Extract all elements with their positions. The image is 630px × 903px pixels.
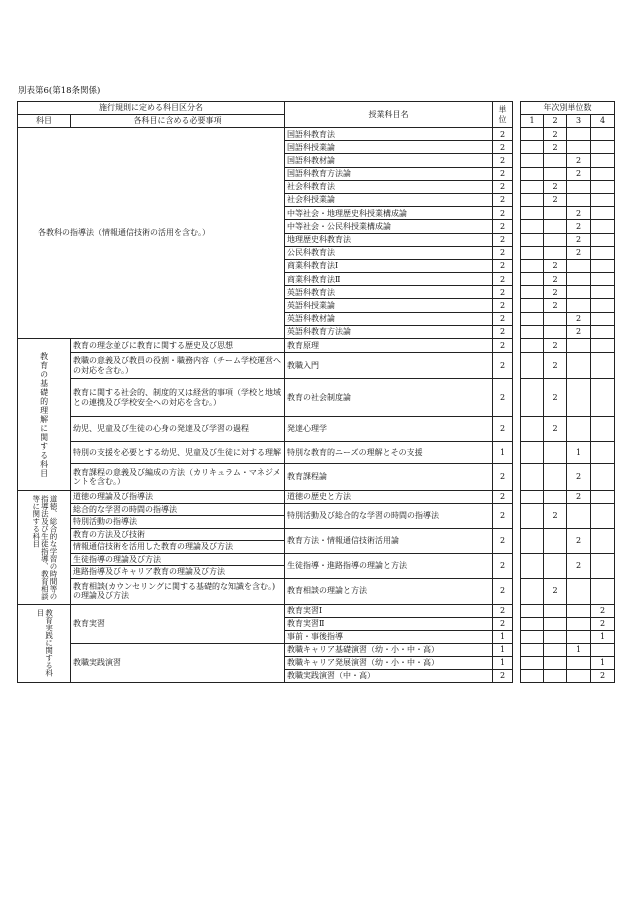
year-4-credit — [591, 491, 615, 504]
course-credits: 2 — [493, 578, 513, 604]
section2-label: 教育の基礎的理解に関する科目 — [18, 339, 71, 491]
required-item: 教育実習 — [71, 604, 285, 643]
year-4-credit — [591, 154, 615, 167]
year-2-credit — [544, 669, 567, 682]
gap-cell — [513, 669, 521, 682]
year-3-credit: 2 — [567, 207, 591, 220]
year-4-credit — [591, 286, 615, 299]
year-1-credit — [521, 578, 544, 604]
gap-cell — [513, 233, 521, 246]
gap-cell — [513, 503, 521, 528]
course-credits: 2 — [493, 233, 513, 246]
year-3-credit: 2 — [567, 233, 591, 246]
table-row — [18, 353, 615, 379]
year-1-credit — [521, 259, 544, 272]
credits-header: 単位 — [493, 102, 513, 128]
table-row — [18, 643, 615, 656]
gap-cell — [513, 299, 521, 312]
course-credits: 2 — [493, 141, 513, 154]
year-credits-header: 年次別単位数 — [521, 102, 615, 115]
year-2-credit: 2 — [544, 286, 567, 299]
course-credits: 2 — [493, 604, 513, 617]
course-credits: 2 — [493, 220, 513, 233]
gap-cell — [513, 604, 521, 617]
gap-cell — [513, 193, 521, 206]
gap-cell — [513, 180, 521, 193]
year-1-credit — [521, 286, 544, 299]
table-row — [18, 503, 615, 516]
year-1-credit — [521, 273, 544, 286]
year-3-credit — [567, 604, 591, 617]
required-item: 特別活動の指導法 — [71, 516, 285, 529]
gap-cell — [513, 167, 521, 180]
gap-cell — [513, 578, 521, 604]
table-row — [18, 464, 615, 491]
table-row — [18, 442, 615, 464]
year-4-credit — [591, 339, 615, 353]
year-2-credit — [544, 325, 567, 338]
year-1-credit — [521, 154, 544, 167]
course-credits: 2 — [493, 503, 513, 528]
year-3-credit — [567, 656, 591, 669]
required-item: 教育課程の意義及び編成の方法（カリキュラム・マネジメントを含む。） — [71, 464, 285, 491]
year-4-credit — [591, 553, 615, 578]
gap-cell — [513, 630, 521, 643]
gap-cell — [513, 379, 521, 417]
gap-cell — [513, 339, 521, 353]
year-1-credit — [521, 353, 544, 379]
year-3-credit — [567, 128, 591, 141]
course-name: 教育相談の理論と方法 — [285, 578, 493, 604]
course-credits: 2 — [493, 553, 513, 578]
year-3-credit: 2 — [567, 325, 591, 338]
gap-cell — [513, 656, 521, 669]
required-item: 特別の支援を必要とする幼児、児童及び生徒に対する理解 — [71, 442, 285, 464]
table-row — [18, 379, 615, 417]
table-row — [18, 578, 615, 591]
course-credits: 1 — [493, 442, 513, 464]
table-body — [18, 102, 615, 128]
year-1-credit — [521, 312, 544, 325]
course-name: 国語科教育方法論 — [285, 167, 493, 180]
course-name: 社会科授業論 — [285, 193, 493, 206]
year-4-credit — [591, 528, 615, 553]
course-credits: 2 — [493, 167, 513, 180]
required-item: 進路指導及びキャリア教育の理論及び方法 — [71, 566, 285, 579]
year-4-credit: 1 — [591, 630, 615, 643]
year-1-credit — [521, 246, 544, 259]
year-1-credit — [521, 669, 544, 682]
year-1-header: 1 — [521, 115, 544, 128]
gap-cell — [513, 491, 521, 504]
required-item: 教育に関する社会的、制度的又は経営的事項（学校と地域との連携及び学校安全への対応を含む。） — [71, 379, 285, 417]
year-4-credit — [591, 442, 615, 464]
year-4-credit — [591, 193, 615, 206]
year-1-credit — [521, 339, 544, 353]
table-row — [18, 553, 615, 566]
year-1-credit — [521, 528, 544, 553]
year-2-credit: 2 — [544, 273, 567, 286]
course-name: 教職入門 — [285, 353, 493, 379]
course-name: 公民科教育法 — [285, 246, 493, 259]
gap-cell — [513, 325, 521, 338]
section4-label-line: 目 — [36, 609, 45, 617]
year-1-credit — [521, 503, 544, 528]
year-2-credit — [544, 553, 567, 578]
year-3-credit — [567, 259, 591, 272]
course-name: 発達心理学 — [285, 417, 493, 442]
year-3-credit — [567, 630, 591, 643]
year-3-credit: 2 — [567, 528, 591, 553]
year-2-credit: 2 — [544, 379, 567, 417]
year-4-header: 4 — [591, 115, 615, 128]
course-credits: 1 — [493, 656, 513, 669]
rule-category-header: 施行規則に定める科目区分名 — [18, 102, 285, 115]
course-credits: 2 — [493, 193, 513, 206]
year-3-credit — [567, 339, 591, 353]
course-name: 国語科教材論 — [285, 154, 493, 167]
course-credits: 2 — [493, 617, 513, 630]
course-name: 商業科教育法Ⅰ — [285, 259, 493, 272]
course-name-header: 授業科目名 — [285, 102, 493, 128]
year-1-credit — [521, 617, 544, 630]
course-credits: 1 — [493, 643, 513, 656]
year-4-credit — [591, 417, 615, 442]
year-4-credit: 2 — [591, 669, 615, 682]
gap-cell — [513, 207, 521, 220]
year-3-credit — [567, 299, 591, 312]
year-1-credit — [521, 207, 544, 220]
year-3-credit — [567, 379, 591, 417]
year-4-credit — [591, 273, 615, 286]
required-items-header: 各科目に含める必要事項 — [71, 115, 285, 128]
header-gap — [513, 102, 521, 128]
section3-label-wrap — [18, 494, 70, 601]
year-4-credit — [591, 167, 615, 180]
course-credits: 2 — [493, 259, 513, 272]
year-1-credit — [521, 193, 544, 206]
year-1-credit — [521, 630, 544, 643]
year-4-credit — [591, 643, 615, 656]
year-4-credit — [591, 233, 615, 246]
course-name: 教育実習Ⅰ — [285, 604, 493, 617]
year-2-credit: 2 — [544, 353, 567, 379]
course-name: 教育方法・情報通信技術活用論 — [285, 528, 493, 553]
gap-cell — [513, 286, 521, 299]
year-3-credit: 1 — [567, 442, 591, 464]
table-row — [18, 604, 615, 617]
year-2-credit: 2 — [544, 193, 567, 206]
gap-cell — [513, 273, 521, 286]
year-4-credit — [591, 464, 615, 491]
year-4-credit — [591, 353, 615, 379]
course-name: 教育課程論 — [285, 464, 493, 491]
course-credits: 2 — [493, 180, 513, 193]
required-item: 教育の理念並びに教育に関する歴史及び思想 — [71, 339, 285, 353]
section4-body — [18, 604, 615, 682]
year-4-credit — [591, 379, 615, 417]
year-1-credit — [521, 553, 544, 578]
year-2-credit — [544, 630, 567, 643]
year-2-credit — [544, 656, 567, 669]
section3-label-line: 指導法及び生徒指導、教育相談 — [40, 494, 50, 600]
course-name: 道徳の歴史と方法 — [285, 491, 493, 504]
subject-header: 科目 — [18, 115, 71, 128]
required-item: 情報通信技術を活用した教育の理論及び方法 — [71, 541, 285, 554]
year-4-credit: 1 — [591, 656, 615, 669]
course-credits: 2 — [493, 207, 513, 220]
year-2-credit: 2 — [544, 578, 567, 604]
gap-cell — [513, 553, 521, 578]
year-2-credit — [544, 154, 567, 167]
year-1-credit — [521, 220, 544, 233]
section4-label — [18, 604, 71, 682]
course-name: 特別な教育的ニーズの理解とその支援 — [285, 442, 493, 464]
required-item: 生徒指導の理論及び方法 — [71, 553, 285, 566]
section3-body — [18, 491, 615, 605]
year-2-credit: 2 — [544, 299, 567, 312]
gap-cell — [513, 353, 521, 379]
year-3-credit — [567, 141, 591, 154]
section3-label-line: 等に関する科目 — [31, 494, 41, 548]
year-3-credit: 2 — [567, 167, 591, 180]
year-3-credit: 2 — [567, 220, 591, 233]
year-2-credit — [544, 643, 567, 656]
course-credits: 2 — [493, 528, 513, 553]
gap-cell — [513, 528, 521, 553]
year-1-credit — [521, 233, 544, 246]
required-item: 教職の意義及び教員の役割・職務内容（チーム学校運営への対応を含む。） — [71, 353, 285, 379]
course-name: 英語科教育方法論 — [285, 325, 493, 338]
year-3-credit: 2 — [567, 246, 591, 259]
year-2-credit — [544, 312, 567, 325]
course-credits: 2 — [493, 154, 513, 167]
course-name: 教職キャリア基礎演習（幼・小・中・高） — [285, 643, 493, 656]
year-2-credit — [544, 442, 567, 464]
course-credits: 2 — [493, 464, 513, 491]
year-3-credit — [567, 273, 591, 286]
year-4-credit — [591, 141, 615, 154]
course-credits: 2 — [493, 286, 513, 299]
year-4-credit — [591, 246, 615, 259]
required-item: 道徳の理論及び指導法 — [71, 491, 285, 504]
year-2-credit: 2 — [544, 417, 567, 442]
year-1-credit — [521, 299, 544, 312]
course-name: 教育実習Ⅱ — [285, 617, 493, 630]
section1-body — [18, 128, 615, 339]
required-item: 教育相談(カウンセリングに関する基礎的な知識を含む。)の理論及び方法 — [71, 578, 285, 604]
year-3-credit — [567, 180, 591, 193]
course-name: 英語科教材論 — [285, 312, 493, 325]
course-credits: 2 — [493, 417, 513, 442]
course-name: 事前・事後指導 — [285, 630, 493, 643]
course-name: 国語科教育法 — [285, 128, 493, 141]
year-3-credit — [567, 617, 591, 630]
course-credits: 2 — [493, 273, 513, 286]
year-3-credit: 1 — [567, 643, 591, 656]
required-item: 教職実践演習 — [71, 643, 285, 682]
year-4-credit: 2 — [591, 604, 615, 617]
year-2-credit — [544, 604, 567, 617]
year-4-credit — [591, 503, 615, 528]
course-name: 特別活動及び総合的な学習の時間の指導法 — [285, 503, 493, 528]
year-1-credit — [521, 128, 544, 141]
header-row-1 — [18, 102, 615, 115]
course-credits: 2 — [493, 325, 513, 338]
year-2-header: 2 — [544, 115, 567, 128]
section3-label-line: 道徳、総合的な学習の時間等の — [48, 494, 58, 600]
required-item: 幼児、児童及び生徒の心身の発達及び学習の過程 — [71, 417, 285, 442]
year-2-credit — [544, 233, 567, 246]
year-4-credit — [591, 128, 615, 141]
year-1-credit — [521, 604, 544, 617]
year-3-credit — [567, 193, 591, 206]
year-3-credit: 2 — [567, 464, 591, 491]
year-3-credit: 2 — [567, 312, 591, 325]
year-3-credit — [567, 578, 591, 604]
gap-cell — [513, 220, 521, 233]
course-credits: 2 — [493, 128, 513, 141]
year-2-credit — [544, 167, 567, 180]
year-1-credit — [521, 464, 544, 491]
course-name: 中等社会・地理歴史科授業構成論 — [285, 207, 493, 220]
gap-cell — [513, 312, 521, 325]
course-name: 教育原理 — [285, 339, 493, 353]
course-name: 教職キャリア発展演習（幼・小・中・高） — [285, 656, 493, 669]
curriculum-table — [17, 101, 615, 683]
course-credits: 2 — [493, 246, 513, 259]
year-2-credit — [544, 491, 567, 504]
year-2-credit — [544, 246, 567, 259]
year-2-credit: 2 — [544, 180, 567, 193]
section1-label: 各教科の指導法（情報通信技術の活用を含む。） — [18, 128, 285, 339]
year-4-credit — [591, 312, 615, 325]
year-1-credit — [521, 167, 544, 180]
required-item: 総合的な学習の時間の指導法 — [71, 503, 285, 516]
year-2-credit — [544, 528, 567, 553]
year-4-credit — [591, 180, 615, 193]
course-credits: 2 — [493, 299, 513, 312]
year-4-credit — [591, 578, 615, 604]
course-name: 地理歴史科教育法 — [285, 233, 493, 246]
year-3-credit: 2 — [567, 553, 591, 578]
section4-label-wrap — [18, 608, 70, 678]
course-credits: 2 — [493, 339, 513, 353]
year-2-credit: 2 — [544, 503, 567, 528]
year-4-credit — [591, 207, 615, 220]
course-name: 英語科教育法 — [285, 286, 493, 299]
course-credits: 2 — [493, 669, 513, 682]
year-1-credit — [521, 656, 544, 669]
year-2-credit — [544, 617, 567, 630]
table-row — [18, 128, 615, 141]
year-2-credit — [544, 207, 567, 220]
gap-cell — [513, 154, 521, 167]
year-1-credit — [521, 379, 544, 417]
gap-cell — [513, 141, 521, 154]
year-2-credit: 2 — [544, 141, 567, 154]
gap-cell — [513, 259, 521, 272]
year-3-header: 3 — [567, 115, 591, 128]
gap-cell — [513, 442, 521, 464]
year-3-credit — [567, 353, 591, 379]
course-name: 教職実践演習（中・高） — [285, 669, 493, 682]
gap-cell — [513, 128, 521, 141]
section2-body — [18, 339, 615, 491]
course-name: 英語科授業論 — [285, 299, 493, 312]
year-4-credit — [591, 325, 615, 338]
year-3-credit — [567, 417, 591, 442]
table-row — [18, 528, 615, 541]
year-3-credit — [567, 286, 591, 299]
year-2-credit — [544, 464, 567, 491]
year-1-credit — [521, 325, 544, 338]
gap-cell — [513, 417, 521, 442]
year-2-credit — [544, 220, 567, 233]
section3-label — [18, 491, 71, 605]
required-item: 教育の方法及び技術 — [71, 528, 285, 541]
course-credits: 2 — [493, 353, 513, 379]
year-4-credit — [591, 220, 615, 233]
course-name: 商業科教育法Ⅱ — [285, 273, 493, 286]
course-credits: 2 — [493, 312, 513, 325]
year-1-credit — [521, 643, 544, 656]
year-4-credit: 2 — [591, 617, 615, 630]
gap-cell — [513, 617, 521, 630]
course-name: 国語科授業論 — [285, 141, 493, 154]
year-1-credit — [521, 141, 544, 154]
table-row — [18, 491, 615, 504]
table-row — [18, 339, 615, 353]
course-name: 教育の社会制度論 — [285, 379, 493, 417]
year-2-credit: 2 — [544, 128, 567, 141]
gap-cell — [513, 464, 521, 491]
year-2-credit: 2 — [544, 339, 567, 353]
table-row — [18, 417, 615, 442]
course-name: 中等社会・公民科授業構成論 — [285, 220, 493, 233]
year-1-credit — [521, 417, 544, 442]
course-credits: 1 — [493, 630, 513, 643]
year-3-credit: 2 — [567, 154, 591, 167]
course-name: 生徒指導・進路指導の理論と方法 — [285, 553, 493, 578]
year-3-credit: 2 — [567, 491, 591, 504]
gap-cell — [513, 643, 521, 656]
year-1-credit — [521, 442, 544, 464]
year-1-credit — [521, 491, 544, 504]
year-4-credit — [591, 259, 615, 272]
year-4-credit — [591, 299, 615, 312]
course-credits: 2 — [493, 379, 513, 417]
year-1-credit — [521, 180, 544, 193]
table-caption: 別表第6(第18条関係) — [18, 86, 101, 96]
course-credits: 2 — [493, 491, 513, 504]
year-2-credit: 2 — [544, 259, 567, 272]
year-3-credit — [567, 669, 591, 682]
gap-cell — [513, 246, 521, 259]
course-name: 社会科教育法 — [285, 180, 493, 193]
year-3-credit — [567, 503, 591, 528]
section4-label-line: 教育実践に関する科 — [44, 609, 54, 677]
